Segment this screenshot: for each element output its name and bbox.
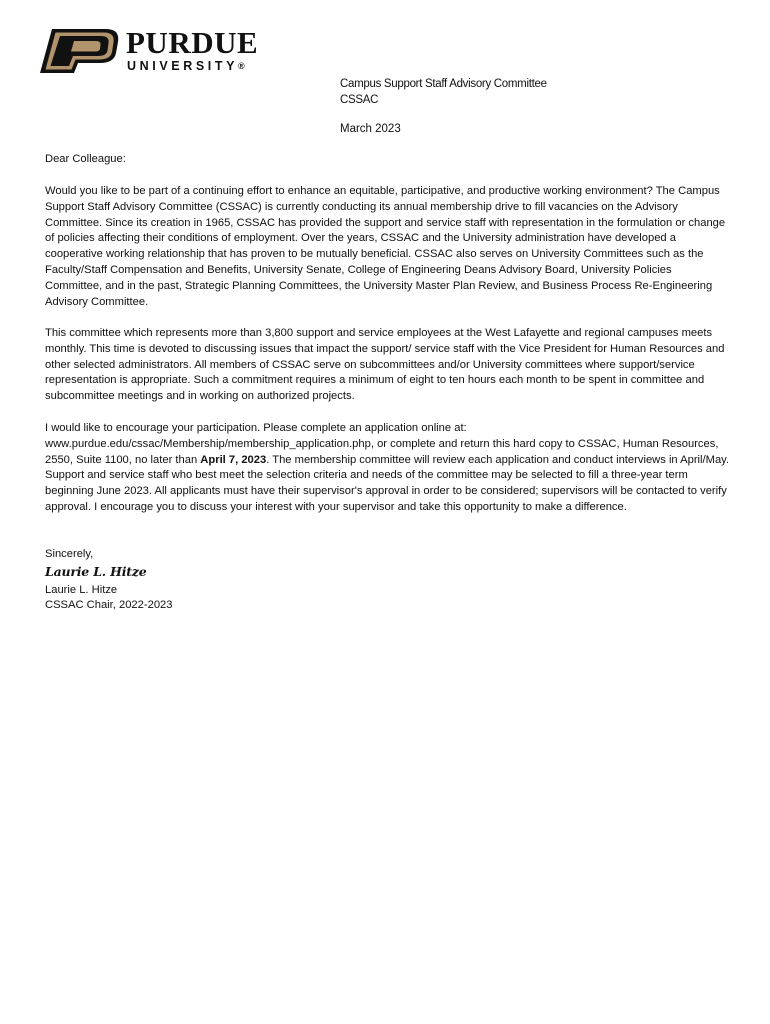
logo-purdue-word: PURDUE: [126, 25, 259, 60]
signer-name: Laurie L. Hitze: [45, 584, 118, 596]
purdue-p-motif-icon: [38, 27, 122, 75]
application-deadline: April 7, 2023: [200, 453, 267, 466]
paragraph-2: This committee which represents more than 3,800 support and service employees at the West Lafayette and regional campuses meets monthly. This time is devoted to discussing issues that impact the support/ service staff with the Vice President for Human Resources and other selected administrators. All members of CSSAC serve on subcommittees and/or University committees where support/service representation is appropriate. Such a commitment requires a minimum of eight to ten hours each month to be spent in committee and subcommittee meetings and in working on authorized projects.: [45, 327, 725, 403]
purdue-logo: [38, 27, 278, 77]
paragraph-1: Would you like to be part of a continuing effort to enhance an equitable, participative, and productive working environment? The Campus Support Staff Advisory Committee (CSSAC) is currently conducting its annual membership drive to fill vacancies on the Advisory Committee. Since its creation in 1965, CSSAC has provided the support and service staff with representation in the formulation or change of policies affecting their conditions of employment. Over the years, CSSAC and the University administration have developed a cooperative working relationship that has proven to be mutually beneficial. CSSAC also serves on University Committees such as the Faculty/Staff Compensation and Benefits, University Senate, College of Engineering Deans Advisory Board, University Policies Committee, and in the past, Strategic Planning Committees, the University Master Plan Review, and Business Process Re-Engineering Advisory Committee.: [45, 185, 726, 308]
paragraph-3-rest: . The membership committee will review each application and conduct interviews in April/May. Support and service staff who best meet the selection criteria and needs of the committee may be selected to fill a three-year term beginning June 2023. All applicants must have their supervisor's approval in order to be considered; supervisors will be contacted to verify approval. I encourage you to discuss your interest with your supervisor and take this opportunity to make a difference.: [45, 453, 730, 513]
logo-university-word: UNIVERSITY®: [127, 59, 245, 73]
salutation: Dear Colleague:: [45, 153, 126, 165]
registered-mark: ®: [238, 61, 245, 71]
paragraph-3-intro: I would like to encourage your participation. Please complete an application online at: www.purdue.edu/cssac/Membership/membership_application.php, or complete and return this hard copy to CSSAC, Human Resources, 2550, Suite 1100, no later than: [45, 422, 719, 466]
handwritten-signature: Laurie L. Hitze: [45, 564, 147, 579]
committee-header: [340, 76, 547, 108]
signer-title: CSSAC Chair, 2022-2023: [45, 599, 173, 611]
committee-name: Campus Support Staff Advisory Committee: [340, 78, 547, 90]
committee-abbr: CSSAC: [340, 94, 379, 106]
closing: Sincerely,: [45, 548, 94, 560]
paragraph-3: [45, 421, 730, 516]
letter-date: March 2023: [340, 123, 401, 135]
